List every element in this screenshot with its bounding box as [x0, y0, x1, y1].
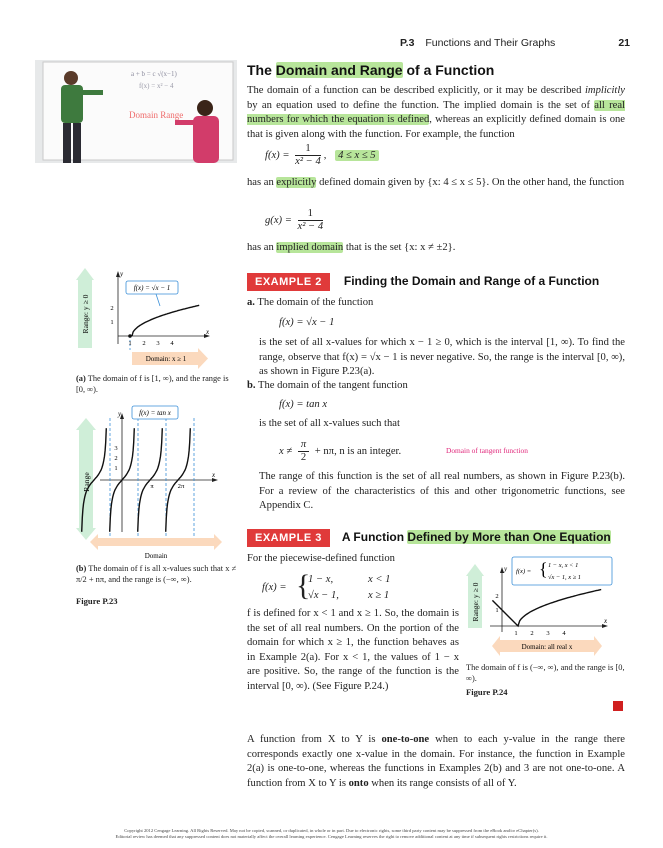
fig23a-curve	[132, 305, 199, 336]
example3-heading: EXAMPLE 3 A Function Defined by More than One Equation	[247, 528, 611, 546]
fig23a-y-label: y	[120, 270, 124, 278]
fig24-range-label: Range: y ≥ 0	[471, 582, 480, 622]
fig24-curve	[492, 590, 601, 627]
implied-paragraph: has an implied domain that is the set {x: x ≠ ±2}.	[247, 242, 456, 253]
fig24-label-lhs: f(x) =	[516, 568, 532, 575]
example2-body-b: is the set of all x-values such that	[259, 418, 400, 429]
explicit-paragraph: has an explicitly defined domain given by {x: 4 ≤ x ≤ 5}. On the other hand, the function	[247, 177, 625, 188]
fig24-domain-label: Domain: all real x	[521, 643, 573, 651]
fig23a-caption: (a) The domain of f is [1, ∞), and the range is [0, ∞).	[76, 374, 229, 394]
fig23b-domain-label: Domain	[144, 552, 168, 560]
classroom-photo	[35, 60, 237, 163]
fig23a-tick-x-4: 4	[170, 340, 174, 347]
equation-g: g(x) = $\frac{1}{\text{x² − 4}}$	[265, 208, 324, 232]
fig23b-tick-y-3: 3	[114, 445, 118, 452]
fig23b-range-label: Range	[82, 472, 91, 492]
section-number: P.3	[400, 37, 415, 49]
example2-badge: EXAMPLE 2	[247, 273, 330, 291]
example2-part-b: b. The domain of the tangent function	[247, 380, 408, 391]
example3-body: f is defined for x < 1 and x ≥ 1. So, the domain is the set of all real numbers. On the portion of the domain for which x ≥ 1, the function behaves as in Example 2(a). For x < 1, the values of 1 − x are positive. So, the range of the function is the interval [0, ∞). (See Figure P.24.)	[247, 608, 459, 692]
fig24-tick-y-2: 2	[495, 593, 499, 600]
fig24-caption: The domain of f is (−∞, ∞), and the range is [0, ∞).	[466, 663, 625, 683]
footer-line-2: Editorial review has deemed that any suppressed content does not materially affect the overall learning experience. Cengage Learning reserves the right to remove additional content at any time if subsequent rights restrictions require it.	[115, 834, 548, 839]
fig23a-domain-label: Domain: x ≥ 1	[145, 355, 187, 363]
fig23a-tick-y-1: 1	[110, 319, 114, 326]
fig24-tick-x-4: 4	[562, 630, 566, 637]
example2-eq-a: f(x) = √x − 1	[279, 317, 335, 328]
fig24-tick-x-1: 1	[514, 630, 518, 637]
fig24-tick-x-3: 3	[546, 630, 550, 637]
figure-p23a	[76, 266, 216, 370]
example3-badge: EXAMPLE 3	[247, 529, 330, 547]
example2-body-b2: The range of this function is the set of all real numbers, as shown in Figure P.23(b). For a review of the characteristics of this and other trigonometric functions, see Appendix C.	[259, 471, 625, 512]
fig24-tick-x-2: 2	[530, 630, 534, 637]
equation-f: f(x) = $\frac{1}{\text{x² − 4}}$ , 4 ≤ x ≤ 5	[265, 143, 379, 168]
closing-paragraph: A function from X to Y is one-to-one when to each y-value in the range there corresponds exactly one x-value in the domain. For instance, the function in Example 2(a) is one-to-one, whereas the functions in Examples 2(b) and 3 are not one-to-one. A function from X to Y is onto when its range consists of all of Y.	[247, 734, 625, 789]
footer-line-1: Copyright 2012 Cengage Learning. All Rights Reserved. May not be copied, scanned, or duplicated, in whole or in part. Due to electronic rights, some third party content may be suppressed from the eBook and/or eChapter(s).	[124, 828, 539, 833]
example3-title-highlight: Defined by More than One Equation	[407, 530, 611, 544]
fig23b-tick-y-1: 1	[114, 465, 118, 472]
section-title: The Domain and Range of a Function	[247, 62, 495, 78]
fig23b-tick-x-pi: π	[150, 483, 154, 490]
fig23b-function-label: f(x) = tan x	[139, 409, 171, 417]
classroom-photo-drawing	[35, 60, 237, 163]
figure-p24	[466, 556, 616, 658]
example2-condition: x ≠ $\frac{\pi}{2}$ + nπ, n is an integer.	[279, 439, 402, 463]
figure-p23b	[76, 402, 226, 562]
svg-text:f(x) = x² − 4: f(x) = x² − 4	[139, 82, 174, 90]
page-number: 21	[618, 37, 630, 49]
example2-eq-b: f(x) = tan x	[279, 399, 328, 410]
fig23b-y-label: y	[118, 410, 122, 418]
example2-heading	[247, 272, 599, 290]
running-header	[400, 37, 630, 49]
fig23a-tick-x-1: 1	[128, 340, 132, 347]
fig23a-tick-x-3: 3	[156, 340, 160, 347]
board-text: Domain Range	[129, 110, 184, 120]
fig23b-tick-y-2: 2	[114, 455, 118, 462]
tangent-domain-note: Domain of tangent function	[446, 446, 528, 455]
chapter-title: Functions and Their Graphs	[425, 37, 556, 49]
fig23a-tick-y-2: 2	[110, 305, 114, 312]
fig23a-range-label: Range: y ≥ 0	[81, 294, 90, 334]
example2-title: Finding the Domain and Range of a Function	[343, 274, 600, 288]
svg-text:a + b = c √(x−1): a + b = c √(x−1)	[131, 70, 177, 78]
example-end-mark	[613, 701, 623, 711]
copyright-footer	[60, 828, 603, 840]
fig23a-x-label: x	[206, 328, 210, 336]
example3-piecewise: f(x) = { 1 − x, x < 1 √x − 1, x ≥ 1	[262, 569, 391, 602]
fig23b-caption: (b) The domain of f is all x-values such that x ≠ π/2 + nπ, and the range is (−∞, ∞).	[76, 564, 237, 584]
fig24-label-case2: √x − 1, x ≥ 1	[548, 574, 581, 581]
fig23a-function-label: f(x) = √x − 1	[133, 284, 171, 292]
intro-paragraph: The domain of a function can be described explicitly, or it may be described implicitly by an equation used to define the function. The implied domain is the set of all real numbers for which the equation is defined, whereas an explicitly defined domain is one that is given along with the function. For example, the function	[247, 85, 625, 140]
section-title-highlight: Domain and Range	[275, 62, 403, 78]
fig23a-tick-x-2: 2	[142, 340, 146, 347]
figure-p24-label: Figure P.24	[466, 687, 508, 697]
fig24-x-label: x	[604, 617, 608, 625]
svg-text:{: {	[539, 559, 548, 579]
fig24-y-label: y	[504, 565, 508, 573]
fig24-label-case1: 1 − x, x < 1	[548, 562, 579, 569]
fig23b-x-label: x	[212, 471, 216, 479]
fig24-tick-y-1: 1	[495, 607, 499, 614]
fig23b-tick-x-2pi: 2π	[177, 483, 185, 490]
example2-body-a: is the set of all x-values for which x − 1 ≥ 0, which is the interval [1, ∞). To find the range, observe that f(x) = √x − 1 is never negative. So, the range is the interval [0, ∞), as shown in Figure P.23(a).	[259, 337, 625, 378]
example3-intro: For the piecewise-defined function	[247, 553, 395, 564]
example2-part-a: a. The domain of the function	[247, 297, 374, 308]
explicit-domain-highlight: 4 ≤ x ≤ 5	[335, 150, 379, 161]
figure-p23-label: Figure P.23	[76, 596, 118, 606]
